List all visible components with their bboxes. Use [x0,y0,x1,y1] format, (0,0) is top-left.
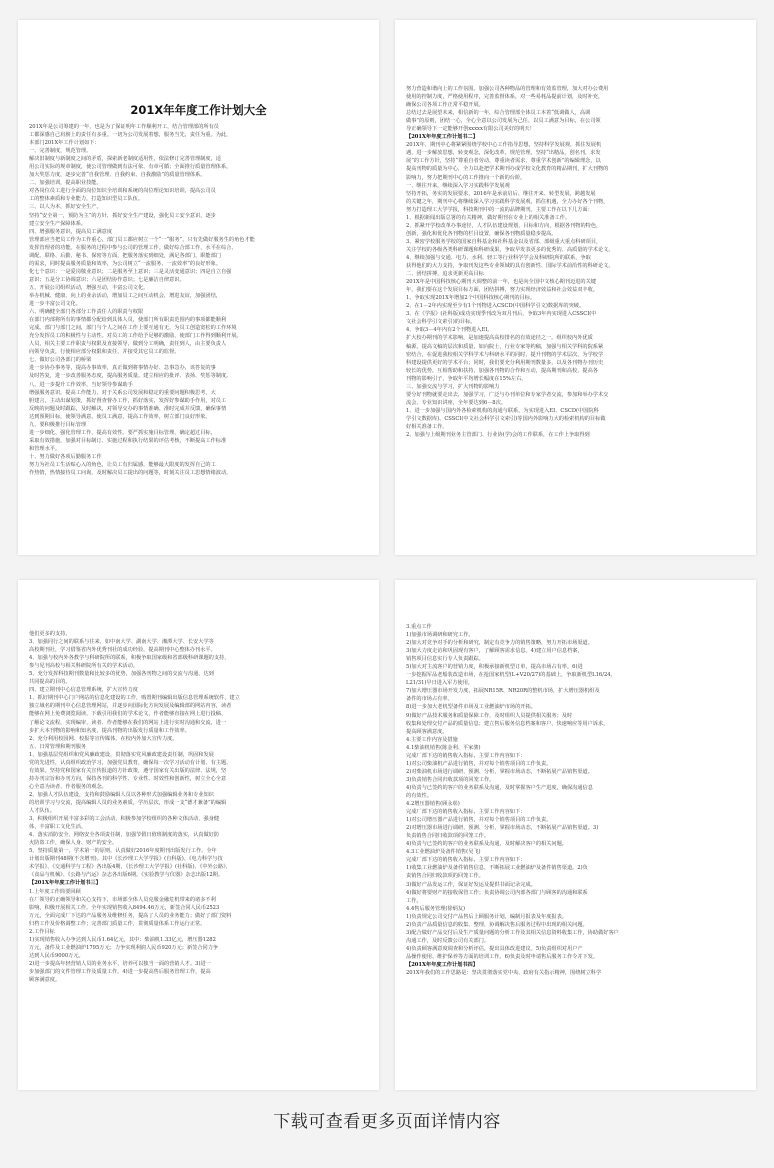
text-line: 4.1柴油机销售(陈金利、平家骏) [406,744,481,751]
text-line: 能够在网上免费浏览阅读、下载引用我们的学术论文，作者能够直接在网上进行投稿、 [29,711,227,718]
text-line: 工作。 [406,897,422,904]
text-line: 达到人民币9000万元。 [29,952,84,959]
text-line: 扩大校办期刊的学术影响，是加速提高高校排名的有效途径之一。组织校内外优质 [406,335,593,342]
text-line: 二、加强培训，提高职业技能。 [29,180,102,187]
text-line: 4、落实消防安全、网络安全各项责任制，加强节假日值班制度的落实，认真做好防 [29,832,220,839]
text-line: 5、充分发挥科技期刊数量和比较多的优势，加强各刊物之间的交流与沟通，达到 [29,671,214,678]
text-line: 7)加大增压器市场开发力度，拓展NR15R、NR20R的整机市场，扩大增压器机组及 [406,688,600,695]
text-line: 三、以人为本，抓好安全生产。 [29,204,102,211]
text-line: 负责销售合同归收款项的回笼工作。 [406,833,490,840]
text-line: 调配、联络、后勤、秘书、保密等方面，把服务落实到细处，满足各部门、职能部门 [29,252,221,259]
text-line: 一、继往开来，继续深入学习实践科学发展观 [406,182,510,189]
text-line: 六、明确健全部门各部分工作责任人的职责与权限 [29,309,144,316]
text-line: 3.重点工作 [406,624,432,630]
text-line: 3、积极组织开展丰富多彩的工会活动，积极参加学校组织的各种文体活动，强身健 [29,816,220,823]
text-line: 关注学校的各级各类科研课题和科研成果，争取早发表更多的优秀的、高质量的学术论文。 [406,246,614,253]
text-line: 展”的工作方针，坚持“尊重自者劳动，尊重读者需求，尊重学术创新”的编辑理念，以 [406,158,601,165]
page-4-text [406,623,745,977]
text-line: 学引文数据库)、CSSCI(中文社会科学引文索引)等国内外影响力大的检索机构的目标做 [406,415,606,422]
text-line: 的有效性。 [406,792,432,799]
text-line: 1.上年度工作简要回顾 [29,888,81,895]
text-line: 共同提高的目的。 [29,679,71,686]
text-line: 独立域名的期刊中心信息管理网站，并逐步向国际化方向发展及编辑部的网站内容，读者 [29,703,232,710]
text-line: 影响，积极开展相关工作。全年实现销售收入8494.46万元，新签合同人民币2523 [29,904,220,911]
document-page-3 [18,580,379,1090]
text-line: 2)进一步提高年轻营销人员的业务水平，培养可以独当一面的营销人才。3)进一 [29,960,211,967]
text-line: 1)对公司柴油机产品进行销售，并对每个销售项目的工作负责。 [406,760,552,767]
text-line: 用公司实际的规章制度，使公司管理做到有法可依、有章可循；全面推行质量管理体系， [29,164,232,171]
text-line: 4)负责与已签约的客户的业务联系及沟通，及时掌握客户生产进度，确保沟通信息 [406,784,593,791]
text-line: 作热情，热情接待员工问询，及时解决员工提出的问题等，时刻关注员工思想情绪波动， [29,470,232,477]
text-line: 3)负责销售合同归收款项的回笼工作。 [406,776,495,783]
text-line: 做事”的原则，团结一心，全心全意以公司发展为己任，以员工满意为目标，在公司领 [406,118,601,125]
text-line: 4)负责顾客满意度调查和分析评估，提出具体改进建议。5)负责组织对用户产 [406,945,583,952]
text-line: 有效果。坚持党和国家有关宣传报道的方针政策，遵守国家有关出版的法律、法规，坚 [29,767,227,774]
text-line: 八、进一步提升工作效率，当好领导参谋助手 [29,381,133,388]
text-line: 2、在1－2年内实现至少有1个刊物进入CSCD(中国科学引文)数据库的突破。 [406,303,585,310]
text-line: 获得他们的大力支持，争取刊发这些专业领域的具有创新性、国际学术前沿性的科研论文。 [406,263,614,270]
text-line: 工都深感自己肩膀上的责任有多重。一切为公司发展着想，服务当先，责任为重。为此， [29,132,232,139]
text-line: 3、加强同行之间的联系与往来，如中南大学、湖南大学、湘潭大学、长安大学等 [29,639,214,646]
text-line: 术学报》、《交通科学与工程》各出版4期，《长沙理工大学学报》(社科版)、《中外公路》、 [29,864,231,871]
text-line: 完成厂部下达的销售收入指标，主要工作内容如下： [406,857,526,864]
text-line: 步扩大本刊物的影响和知名度，提高刊物的出版发行质量和工作效率。 [29,727,190,734]
text-line: 增强服务意识，提高工作能力，对于关系公司发展和稳定的重要问题积极思考，大 [29,389,216,396]
document-title: 201X年年度工作计划大全 [130,103,267,117]
text-line: 1)对公司增压器产品进行销售，并对每个销售项目的工作负责。 [406,817,552,824]
text-line: 4.2增压器销售(顾永彰) [406,801,460,808]
text-line: 化七个意识：一是爱岗敬业意识；二是服务至上意识；三是灵活变通意识；四是自立自强 [29,268,232,275]
text-line: 达到预期目标，使领导满意，使员工满意，提高工作效率，树立部门良好形象。 [29,413,211,420]
text-line: 1)加强市场调研和研究工作。 [406,632,474,639]
text-line: 确保公司各项工作正常平稳开展。 [406,102,484,109]
text-line: 完成厂部下达的销售收入指标，主要工作内容如下： [406,809,526,816]
text-line: L21/31)早日进入军方使用。 [406,680,474,687]
text-line: 文社会科学引文索引)的目标。 [406,319,476,326]
text-line: 和管理水平。 [29,445,61,452]
text-line: 2.工作目标 [29,928,55,935]
text-line: 归档工作及价格调整工作；完善部门质量工作，贯彻质量体系工作运行正常。 [29,920,206,927]
text-line: 4、继续加强与交通、电力、水利、轻工等行业科学学会及科研院所的联系，争取 [406,254,591,261]
text-line: 步加强部门的文件管理工作及质量工作。4)进一步提高售后服务管理工作，提高 [29,968,211,975]
text-line: 2)负责产品质量信息的收集、整理，协调解决售后服务过程中出现的相关问题。 [406,921,588,928]
text-line: 努力营造和谐向上的工作氛围。加强公司各种物品的管理和有效监管理，加大对办公费用 [406,86,609,92]
text-line: 的需求，同时提高服务质量和效率，为公司树立“一流服务、一流效率”的良好形象。 [29,260,222,267]
text-line: 2、加强人才队伍建设，支持和鼓励编辑人员以各种形式加强编辑业务和专业知识 [29,791,214,798]
text-line: 5、坚持质量第一，学术第一的原则，认真做好2016年度期刊出版发行工作。全年 [29,848,217,855]
text-line: 4)负责与已签约的客户的业务联系及沟通，及时解决客户的相关问题。 [406,841,567,848]
text-line: 影响力，努力把期刊中心的工作推向一个新的台阶。 [406,174,526,181]
text-line: 2、抓紧开学校改革办事途径，人才队伍建设规划，目标和方向，根据各刊物的特色， [406,222,602,229]
text-line: 4、加强与校内外各教学与科研院所的联系，积极争取国家级和省部级科研课题的支持， [29,655,230,662]
text-line: 4)做好将要财产的接收保管工作；负责协调公司内部各部门与顾客的沟通和联系 [406,889,588,896]
text-line: 加大奖惩力度，逐步完善“自我管理、自我约束、自我激励”的质量管理体系。 [29,172,206,179]
text-line: 3)做好产品发运工作，保证好发运及提供书面记录完成。 [406,881,536,888]
text-line: 刊物的影响引子，争取年平均增长幅度在15%左右。 [406,375,527,382]
text-line: 进一步细化、强化管理工作，提高有效性。要严抓实施目标管理，确定超过目标， [29,429,216,436]
text-line: 3、在《学报》(社科版)成功实现季刊改为双月刊后，争取3年内实现进入CSSCI(中 [406,311,597,318]
text-line: 七、做好公司各部门的桥梁 [29,357,92,364]
text-line: 1、加强基层党组织和党风廉政建设，贯彻落实党风廉政建设责任制，巩固和发展 [29,751,214,758]
text-line: 向领导负责，行使相应部分权限和责任，并接受其它员工的监督。 [29,349,180,356]
text-line: 4.主要工作内容及措施 [406,736,458,743]
text-line: 反映的问题及时跟踪，及时解决，对领导交办的事情准确、准时完成并反馈，确保事情 [29,405,227,412]
text-line: 2、加强与上级期刊业务主管部门、行业协(学)会的工作联系，在工作上争取得到 [406,432,590,439]
text-line: 了解论文流程，实现编审、读者、作者能够在我们的网站上进行实时沟通和交流，进一 [29,719,227,726]
text-line: 4、争取3－4年内有2个刊物进入EI。 [406,327,493,334]
text-line: 高校期刊社，学习借鉴省内外优秀刊社的成功经验，提高期刊中心整体办刊水平。 [29,647,216,654]
text-line: 2)对柴油机市场进行调研、预测、分析，掌握市场动态，不断拓展产品销售渠道。 [406,768,593,775]
text-line: 计划出版期刊48期(不含增刊)。其中《长沙理工大学学报》(自科版)、《电力科学与技 [29,856,223,863]
text-line: 顾客满意度。 [29,977,61,984]
text-line: 收集和处理交付产品的质量信息；建立售后服务信息档案和客户，快速响应等用户诉求， [406,720,609,727]
text-line: 总结过去是展望未来，相信新的一年，综合管理部全体员工本着“低调做人，高调 [406,110,591,117]
document-page-4 [395,580,756,1090]
text-line: 一、完善制度，规范管理。 [29,148,92,155]
text-line: 工的整体素质和专业能力，打造知识型员工队伍。 [29,196,144,203]
text-line: 五、开展公司组织活动，增强互动，丰富公司文化。 [29,284,149,291]
text-line: 十、努力做好各项后勤服务工作 [29,453,102,460]
text-line: 1、争取实现201X年增加2个中国科技核心期刊的目标。 [406,295,536,302]
text-line: 流会、专业知识讲座，全年要达到6－8次。 [406,399,506,406]
text-line: 胆建言，主动出谋划策，抓好督查督办工作，抓好落实，发挥好参谋助手作用，对员工 [29,397,227,404]
text-line: 沟通工作，及时反馈公司有关部门。 [406,937,490,944]
text-line: 销售项目信息实行专人负责跟踪。 [406,656,484,663]
text-line: 提高顾客满意度。 [406,728,448,735]
page-1-text [29,123,368,477]
text-line: 5)加大对主流客户的营销力度，积极承接新机型订单，提高市场占有率。6)进 [406,664,583,671]
text-line: 4.3工业燃油炉及备件销售(吴飞) [406,849,481,856]
page-3-text [29,630,368,984]
download-prompt[interactable]: 下载可查看更多页面详情内容 [273,1112,501,1132]
text-line: 四、建立期刊中心信息管理系统，扩大宣传力度 [29,687,138,694]
text-line: 科建设提供更好的学术平台；同时，我们要充分利用期刊数量多，以及各刊物办刊历史 [406,359,604,366]
text-line: 人员、相关主要工作职责与权限及直接领导，做到分工明确，责任到人，由主要负责人 [29,341,227,348]
text-line: 参与见刊高校与相关科研院所有关的学术活动。 [29,663,138,670]
text-line: 的关键之年，期刊中心将继续深入学习实践科学发展观，抓住机遇，全力办好各个刊物， [406,198,609,205]
text-line: 体，丰富职工文化生活。 [29,824,87,831]
text-line: 品操作使用、维护保养等方面的培训工作。6)负责及时申请售后服务工作令并下发。 [406,953,599,960]
text-line: 【201X年年度工作计划书三】 [29,880,101,887]
text-line: 二、团结拼搏，追求更新更高目标 [406,271,484,278]
text-line: 完成厂部下达的销售收入指标，主要工作内容如下： [406,752,526,759]
text-line: 201X年是中国科技核心期刊大调整的前一年，也是向全国中文核心期刊迈进的关键 [406,279,596,286]
text-line: 201X年是公司筹建的一年，也是为了保证明年工作顺利开工，结合管理部的所有员 [29,124,219,130]
text-line: 在厂领导的正确领导和关心支持下，市场部全体人员克服金融危机带来的诸多不利 [29,896,216,903]
text-line: 党的先进性，认真组织政治学习，加强党员教育，确保每一次学习活动有计划、有主题、 [29,759,232,766]
text-line: 意识；五是分工协调意识；六是团结协作意识；七是廉洁自律意识。 [29,276,185,283]
text-line: 提高刊物的质量为中心，全力以赴把学术期刊办成学校文化教育的精品期刊，扩大刊物的 [406,166,609,173]
text-line: 九、要积极推行目标管理 [29,421,87,428]
text-line: 四、增强服务意识，提高员工满意度 [29,228,113,235]
text-line: 好相关准备工作。 [406,423,448,430]
text-line: 万元，备件及工业燃油炉1795万元；力争实现利润人民币920万元；新签合同力争 [29,944,219,951]
text-line: 解决旧制度与新制度之间的矛盾，探索新老制度适用性，依法修订完善管理制度，适 [29,156,221,163]
text-line: 在部门内部将所有的事情都分配给到具体人员，使部门所有职责范围内的事项都能顺利 [29,317,227,324]
text-line: 1)负责规定公司交付产品售后上顾服务计划，编制月报表及年度报表。 [406,913,567,920]
text-line: 密结合，在促进我校相关学科学术与科研水平的同时，提升刊物的学术层次，为学校学 [406,351,604,358]
text-line: 年，我们要在这个发展目标方面，团结拼搏，努力实现经济效益和社会效益双丰收。 [406,287,598,294]
text-line: 3)加大力度走访和巩固现有客户，了解顾客需求信息。4)建立用户信息档案， [406,648,583,655]
text-line: 心全意为读者、作者服务的观念。 [29,783,107,790]
text-line: 建立安全生产保障体系。 [29,220,87,227]
page-2-text [406,85,745,439]
text-line: 2)加大对竞争对手的分析和研究，制定有竞争力的销售策略，努力开拓市场渠道。 [406,640,593,647]
text-line: 1)实现销售收入办争达到人民币1.64亿元，其中：柴油机1.33亿元，增压器1282 [29,936,216,943]
text-line: 进一步丰富公司文化。 [29,301,81,308]
text-line: 较长的优势，互相帮助和扶持，加强各刊物的合作和互动，提高期刊和高校，提高各 [406,367,598,374]
text-line: 1、进一步加强与国内外各检索机构的沟通与联系，为实现进入EI、CSCD(中国院科 [406,407,599,414]
text-line: 【201X年年度工作计划书二】 [406,134,478,141]
text-line: 坚持“安全第一，预防为主”的方针，抓好安全生产建设，强化员工安全意识，逐步 [29,212,216,219]
text-line: 采取有效措施，加强对目标制订、实施过程和执行结果的评估考核，不断提高工作标准 [29,437,227,444]
text-line: 管理部应当把员工作为工作重心，部门员工都应树立一个“一“服务”，只有先做好服务生的角色才能 [29,236,255,243]
text-line: 五、日常管理和期刊服务 [29,743,87,750]
text-line: 责销售合同归收款项的回笼工作。 [406,873,484,880]
text-line: 使用的控制力度，严格使用程序，完善监督体系，对一些易耗品提前计划，及时补充， [406,94,604,101]
text-line: 【201X年年度工作计划书四】 [406,961,478,968]
document-page-2 [395,20,756,555]
text-line: 要分好刊物就要走出去，加强学习，广泛与办刊单位和专家学者交流，参加和举办学术交 [406,391,609,398]
text-line: 《食品与机械》、《公路与汽运》杂志各出版6期。《实验教学与仪器》杂志出版12期。 [29,872,224,879]
text-line: 努力为社员工生活贴心入的角色，让员工有归属感，能够最大限度的发挥自己的工 [29,461,216,468]
text-line: 持办刊宗旨和办刊方向，保持各刊的科学性、专业性、时效性和创新性，树立全心全意 [29,775,227,782]
text-line: 1、抓好期刊中心门户网站的信息化建设的工作，购置期刊编辑出版信息管理系统软件，建立 [29,695,240,702]
text-line: 3、紧密学校服务学校的国家自科基金和社科基金以及省部、部级重大重点科研项目， [406,238,602,245]
text-line: 本部门201X年工作计划如下： [29,140,100,147]
text-line: 三、加强交流与学习，扩大刊物的影响力 [406,383,500,390]
text-line: 1、根据新闻出版总署的有关精神，做好期刊在专业上的相关准备工作。 [406,214,571,221]
text-line: 导正确领导下一定能够开创xxxxx有限公司美好的明天！ [406,126,535,133]
text-line: 创新，强化和优化各刊物的栏目设置，确保各刊物质量稳步提高。 [406,230,557,237]
text-line: 举办机械、健康、向上的业余活动，增加员工之间互动机会，增进友谊，加强团结， [29,292,221,299]
text-line: 1)收集工业燃油炉及备件销售信息，不断拓展工业燃油炉及备件销售渠道。2)负 [406,865,588,872]
text-line: 充分发挥员工的积极性与主动性。对员工的工作给予足够的激励，使部门工作得到顺利开展。 [29,333,242,340]
text-line: 火防盗工作，确保人身、财产的安全。 [29,840,118,847]
text-line: 201X年我们的工作思路是：坚决贯彻落实党中央、政府有关指示精神，围绕树立科学 [406,970,602,977]
text-line: 201X年，期刊中心将紧紧围绕学校中心工作指导思想，坚持科学发展观，抓住发展机 [406,142,602,149]
text-line: 4.4售后服务管理(徐炳友) [406,905,465,912]
text-line: 努力打造理工大学学报，科技期刊中的一流的品牌期刊。主要工作在以下几方面： [406,206,593,213]
text-line: 发挥管理者的功能。在服务的过程中参与公司的管理工作。做好综合部工作，水平在综合、 [29,244,237,251]
text-line: 对各岗位员工进行全面的岗位知识全培训和系统的岗位理论知识培训，提高公司员 [29,188,216,195]
text-line: 遇，进一步解放思想，转变观念，深化改革，规范管理，坚持“出精品，创名刊，求发 [406,150,601,157]
text-line: 的培训学习与交流，提高编辑人员的业务素质，学历层次，形成一支“德才兼备”的编辑 [29,799,227,806]
text-line: 9)做好产品技术服务和质量保障工作，及时组织人员提供相关服务；及时 [406,712,573,719]
text-line: 人才队伍。 [29,808,55,815]
text-line: 及时答复，进一步改善服务态度，提高服务质量。建立相应的批评、表扬、奖惩等制度。 [29,373,232,380]
text-line: 他们更多的支持。 [29,631,71,637]
text-line: 进一步协办事务等，提高办事效率，真正做到将事情办好、急事急办，该答复的事 [29,365,216,372]
text-line: 坚持开拓，务实的发展要求，2016年是承前启后、继往开来、转型发展，跨越发展 [406,190,596,197]
text-line: 8)进一步加大老机型备件市场及工业燃油炉市场的开拓。 [406,704,536,711]
text-line: 3)配合做好产品交付后及生产质量问题的分析工作及其相关信息资料收集工作，协助做好客户 [406,929,619,936]
text-line: 一步挖掘军品老船装改造市场，在抢国家机型(L+V20/27)的基础上，争取新机型L16/24、 [406,672,616,679]
text-line: 2、充分利用校园网、校报等宣传媒体，在校内外加大宣传力度。 [29,735,178,742]
text-line: 稿源，提高文稿的层次和质量，如向院士，行业专家等约稿，加强与相关学科的院系紧 [406,343,604,350]
text-line: 2)对增压器市场进行调研、预测、分析，掌握市场动态，不断拓展产品销售渠道。3) [406,825,599,832]
text-line: 备件的市场占有率。 [406,696,453,703]
text-line: 完成。部门与部门之间，部门与个人之间在工作上要互通有无，为员工创造宽松的工作环境 [29,325,237,332]
text-line: 万元，全面完成厂下达的产品服务及维修任务，提高了人员的业务能力；做好了部门资料 [29,912,232,919]
document-page-1 [18,20,379,555]
